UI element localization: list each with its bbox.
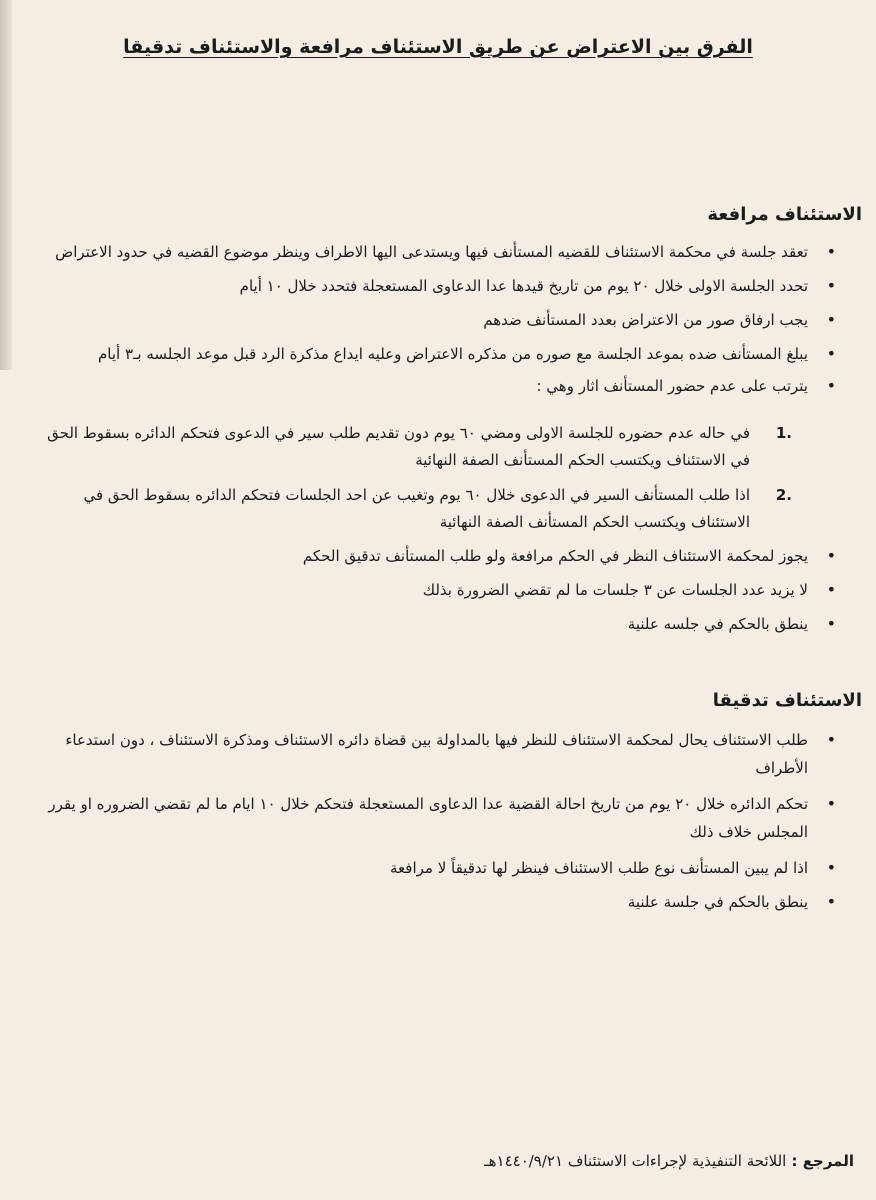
murafaa-bullets-bottom xyxy=(24,542,840,638)
list-item: • يجب ارفاق صور من الاعتراض بعدد المستأنف ضدهم xyxy=(24,306,840,334)
reference-line xyxy=(484,1152,854,1170)
list-item: • يترتب على عدم حضور المستأنف اثار وهي : xyxy=(24,372,840,400)
list-item: • ينطق بالحكم في جلسه علنية xyxy=(24,610,840,638)
tadqiq-bullets xyxy=(24,726,840,916)
left-edge-strip xyxy=(0,0,12,370)
list-item: • لا يزيد عدد الجلسات عن ٣ جلسات ما لم تقضي الضرورة بذلك xyxy=(24,576,840,604)
consequences-numbered-list xyxy=(24,420,792,536)
document-page xyxy=(14,0,862,1200)
item-number: 1. xyxy=(775,424,792,442)
list-item: • تحدد الجلسة الاولى خلال ٢٠ يوم من تاريخ قيدها عدا الدعاوى المستعجلة فتحدد خلال ١٠ أيام xyxy=(24,272,840,300)
reference-label: المرجع : xyxy=(791,1152,854,1170)
section-heading-murafaa: الاستئناف مرافعة xyxy=(707,204,862,225)
list-item: • تعقد جلسة في محكمة الاستئناف للقضيه المستأنف فيها ويستدعى اليها الاطراف وينظر موضوع القضيه في حدود الاعتراض xyxy=(24,238,840,266)
list-item: • طلب الاستئناف يحال لمحكمة الاستئناف للنظر فيها بالمداولة بين قضاة دائره الاستئناف ومذكرة الاستئناف ، دون استدعاء الأطراف xyxy=(24,726,840,782)
list-item: • تحكم الدائره خلال ٢٠ يوم من تاريخ احالة القضية عدا الدعاوى المستعجلة فتحكم خلال ١٠ ايام ما لم تقضي الضروره او يقرر المجلس خلاف ذلك xyxy=(24,790,840,846)
item-text: اذا طلب المستأنف السير في الدعوى خلال ٦٠ يوم وتغيب عن احد الجلسات فتحكم الدائره بسقوط الحق في الاستئناف ويكتسب الحكم المستأنف الصفة النهائية xyxy=(83,486,750,531)
document-title: الفرق بين الاعتراض عن طريق الاستئناف مرافعة والاستئناف تدقيقا xyxy=(123,36,753,58)
numbered-item xyxy=(24,482,792,536)
numbered-item xyxy=(24,420,792,474)
list-item: • ينطق بالحكم في جلسة علنية xyxy=(24,888,840,916)
list-item: • يجوز لمحكمة الاستئناف النظر في الحكم مرافعة ولو طلب المستأنف تدقيق الحكم xyxy=(24,542,840,570)
list-item: • اذا لم يبين المستأنف نوع طلب الاستئناف فينظر لها تدقيقاً لا مرافعة xyxy=(24,854,840,882)
reference-text: اللائحة التنفيذية لإجراءات الاستئناف ١٤٤٠/٩/٢١هـ xyxy=(484,1152,787,1170)
item-text: في حاله عدم حضوره للجلسة الاولى ومضي ٦٠ يوم دون تقديم طلب سير في الدعوى فتحكم الدائره بسقوط الحق في الاستئناف ويكتسب الحكم المستأنف الصفة النهائية xyxy=(47,424,750,469)
list-item: • يبلغ المستأنف ضده بموعد الجلسة مع صوره من مذكره الاعتراض وعليه ايداع مذكرة الرد قبل موعد الجلسه بـ٣ أيام xyxy=(24,340,840,368)
section-heading-tadqiq: الاستئناف تدقيقا xyxy=(712,690,862,711)
murafaa-bullets-top xyxy=(24,238,840,400)
item-number: 2. xyxy=(775,486,792,504)
